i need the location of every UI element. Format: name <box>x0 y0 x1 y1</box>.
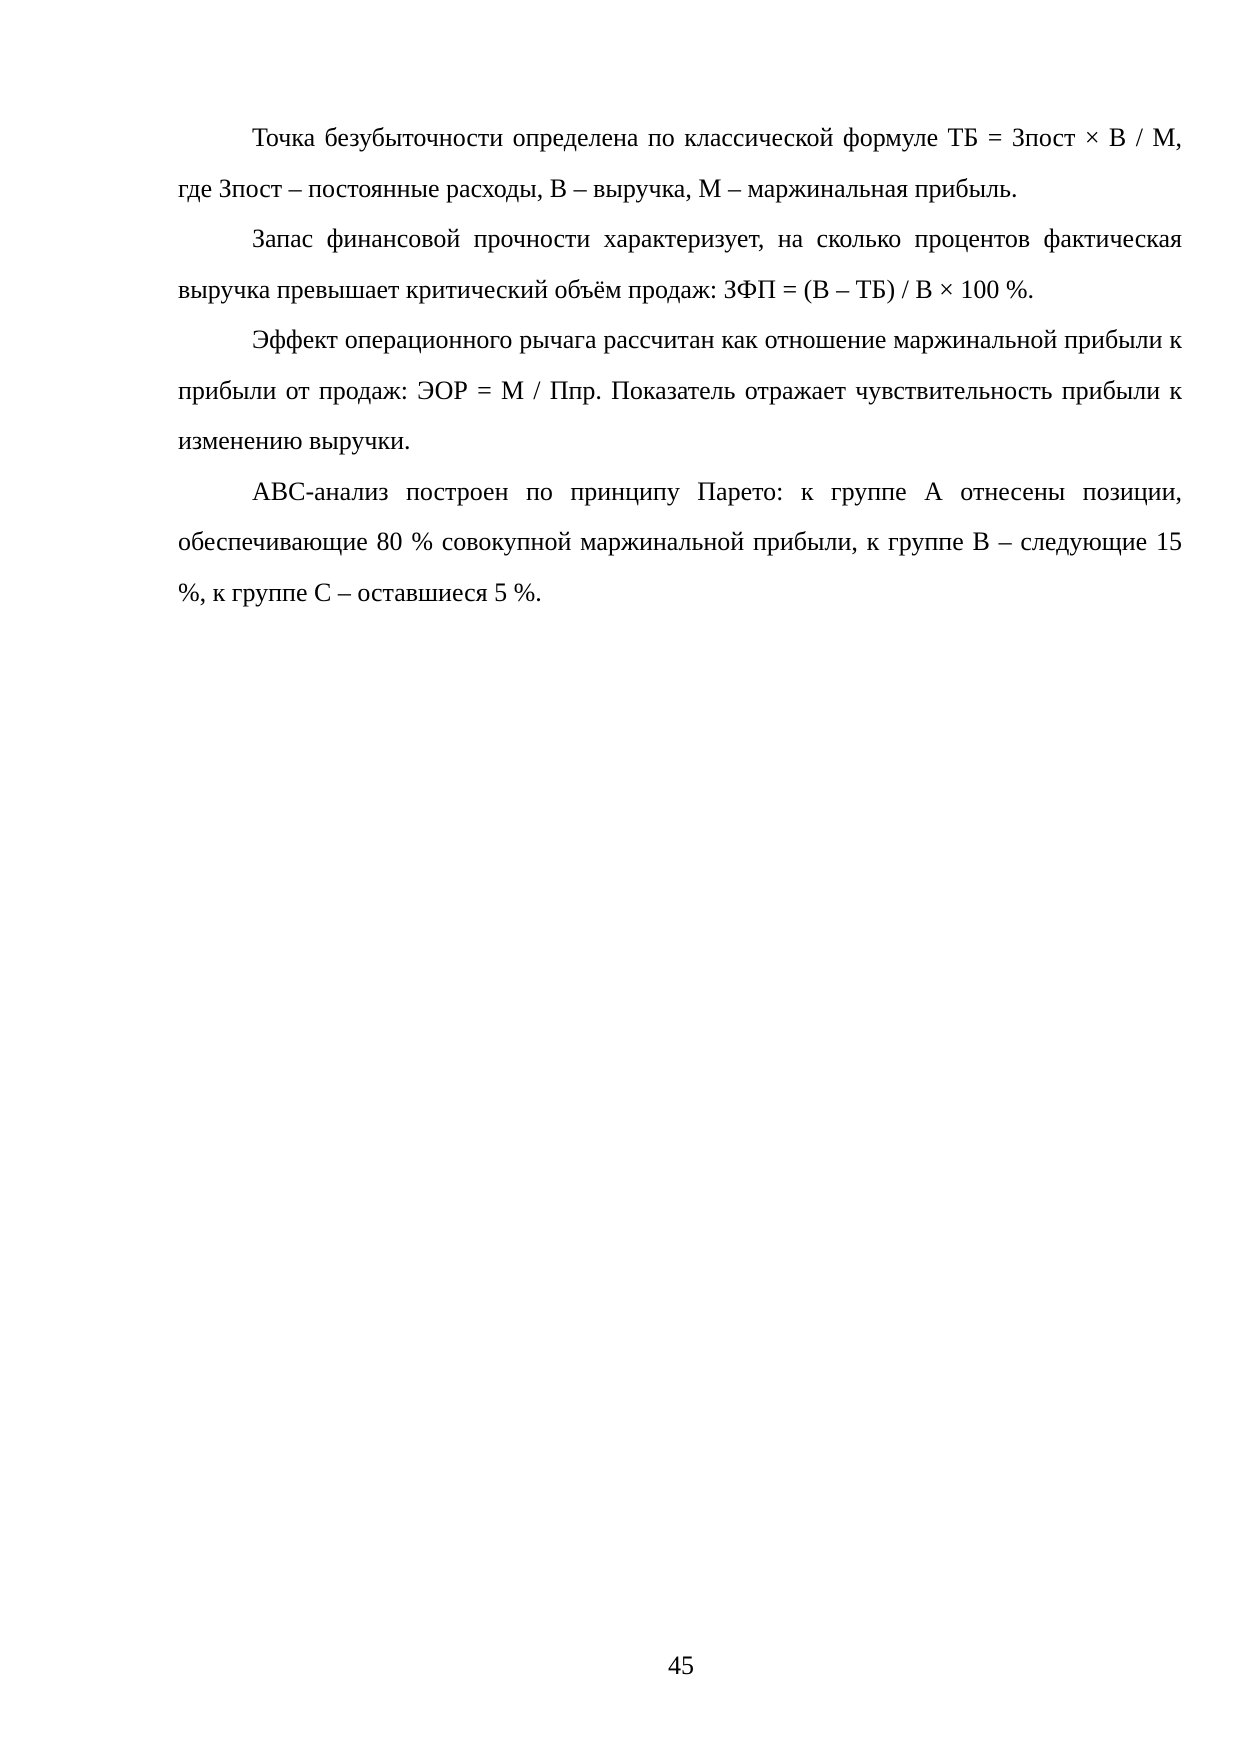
paragraph-safety-margin: Запас финансовой прочности характеризует, на сколько процентов фактическая выручка превышает критический объём продаж: ЗФП = (В – ТБ) / В × 100 %. <box>178 224 1182 304</box>
paragraph-breakeven: Точка безубыточности определена по классической формуле ТБ = Зпост × В / М, где Зпост – постоянные расходы, В – выручка, М – маржинальная прибыль. <box>178 123 1182 203</box>
page-number: 45 <box>668 1651 694 1680</box>
paragraph-operating-leverage: Эффект операционного рычага рассчитан как отношение маржинальной прибыли к прибыли от продаж: ЭОР = М / Ппр. Показатель отражает чувствительность прибыли к изменению выручки. <box>178 325 1182 455</box>
paragraph-abc-analysis: АВС-анализ построен по принципу Парето: к группе А отнесены позиции, обеспечивающие 80 % совокупной маржинальной прибыли, к группе В – следующие 15 %, к группе С – оставшиеся 5 %. <box>178 476 1182 607</box>
body-text <box>178 113 1182 618</box>
